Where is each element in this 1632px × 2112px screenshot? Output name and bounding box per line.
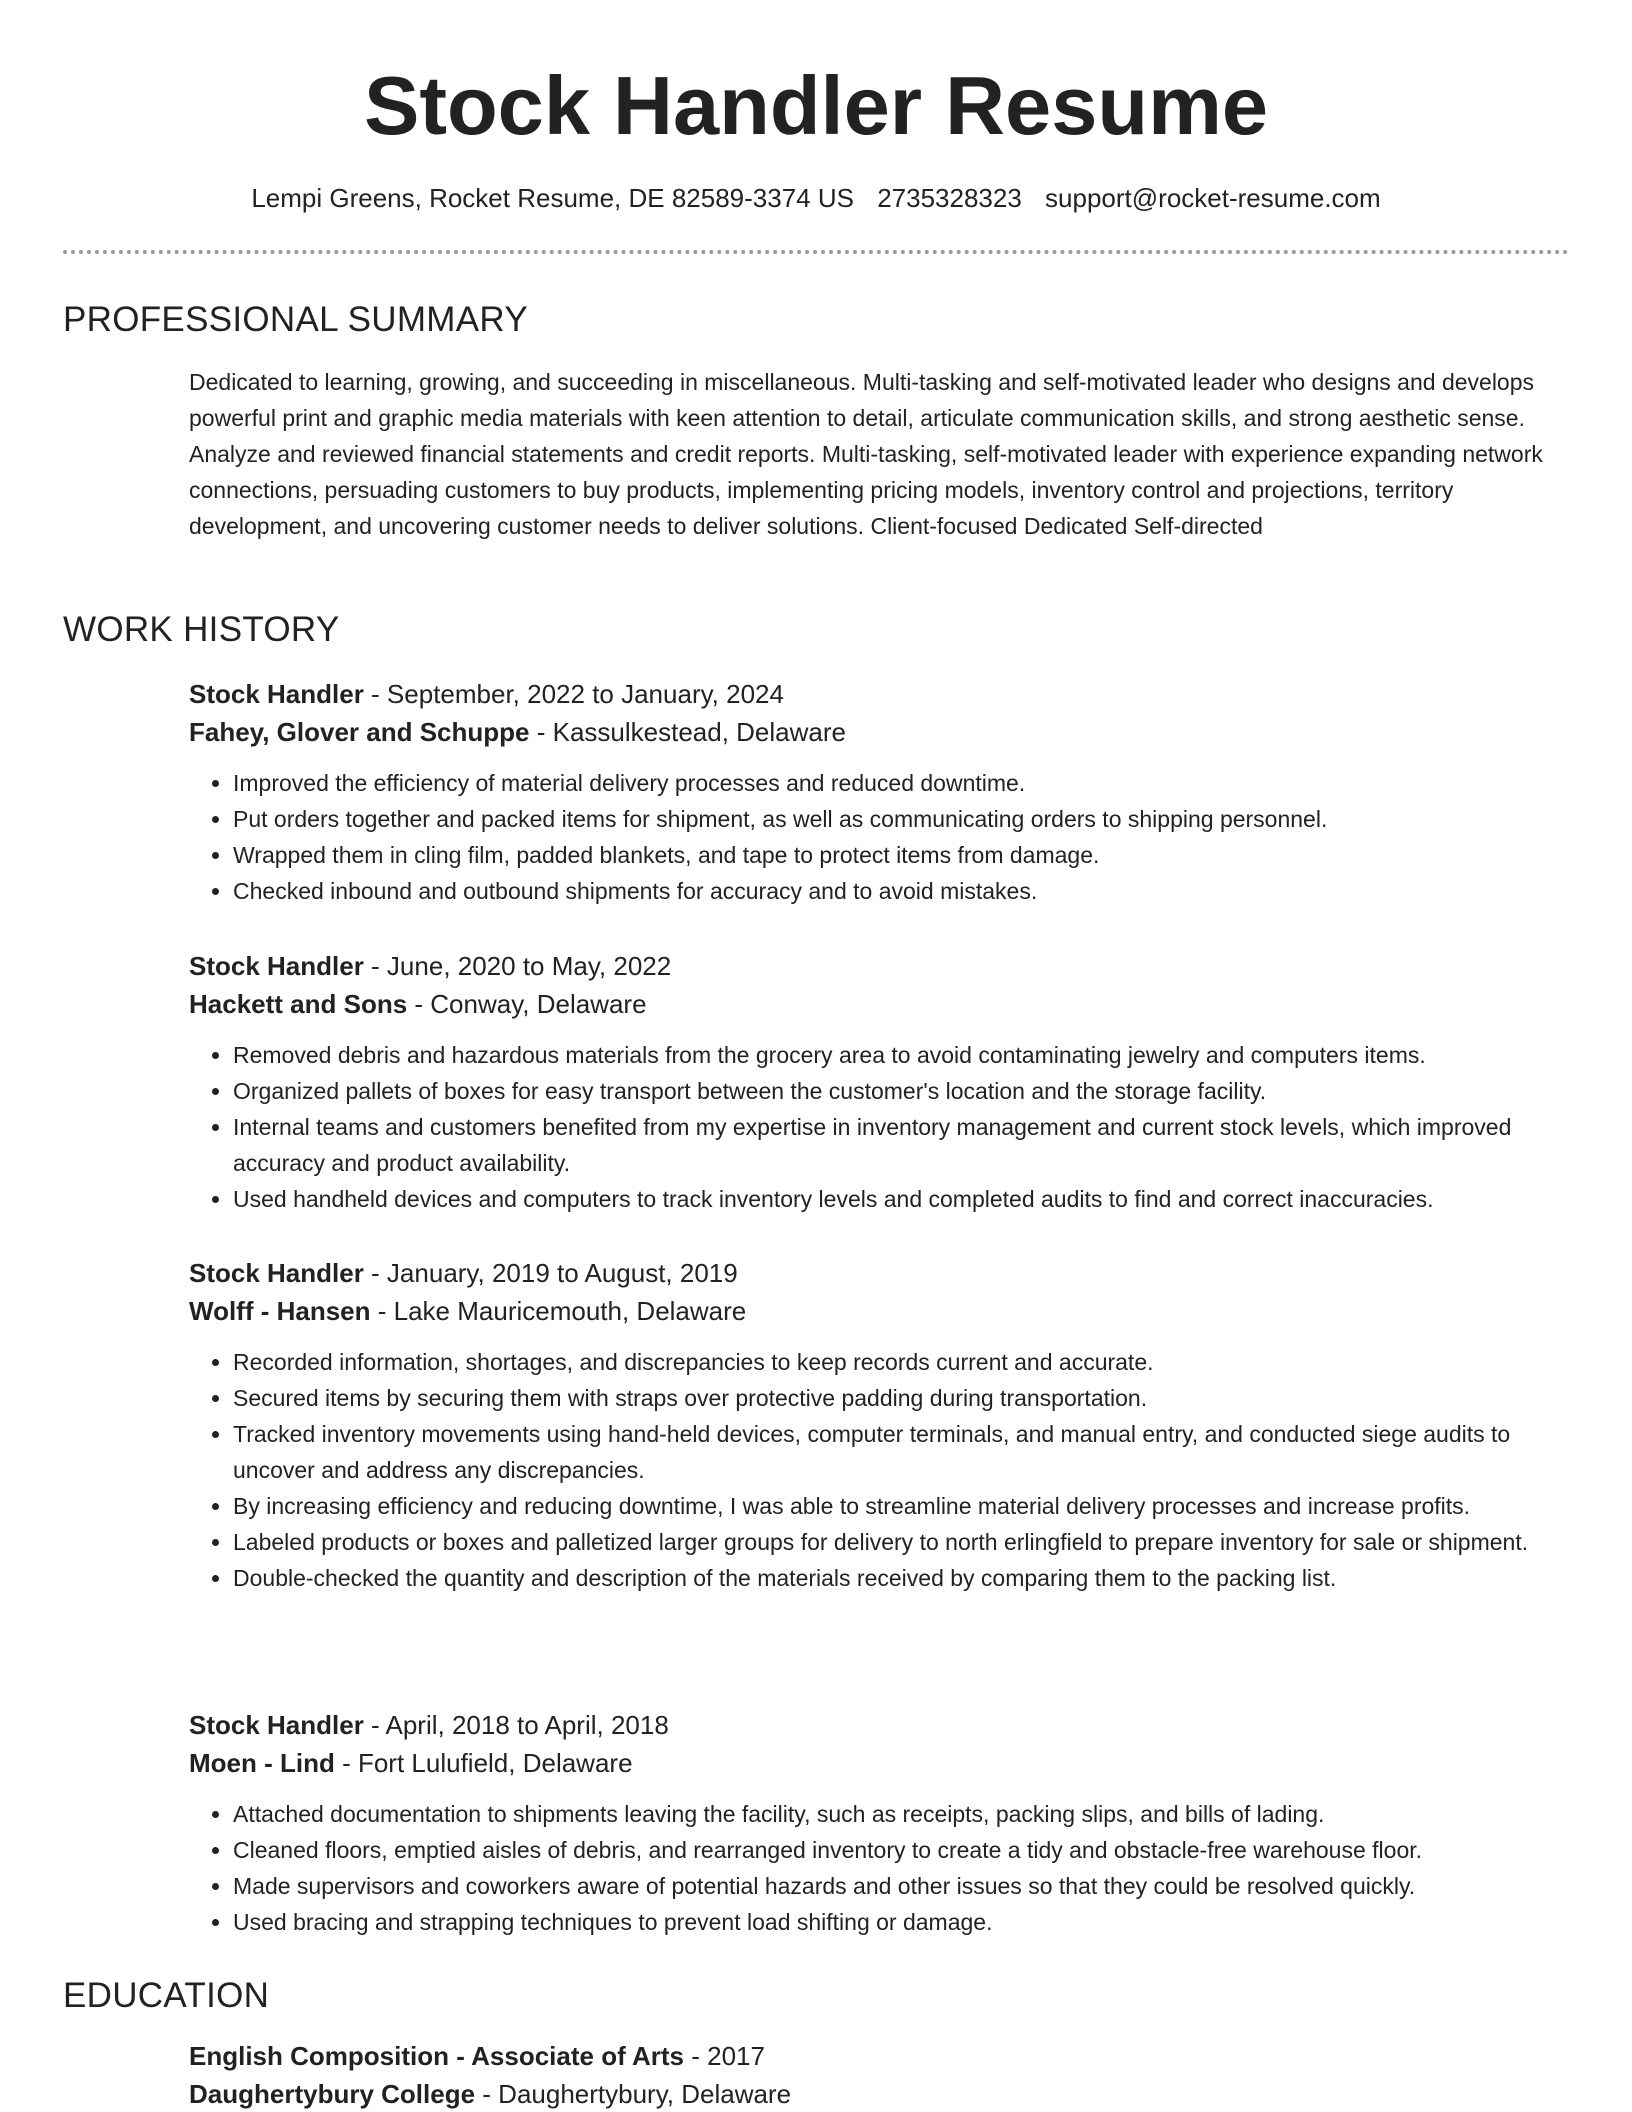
job-company-line bbox=[189, 985, 1569, 1023]
header-divider bbox=[63, 250, 1569, 254]
job-title-line bbox=[189, 947, 1569, 985]
job-duties bbox=[189, 765, 1569, 909]
education-school: Daughertybury College bbox=[189, 2079, 476, 2109]
job-company-line bbox=[189, 713, 1569, 751]
job-duty: • Cleaned floors, emptied aisles of debris, and rearranged inventory to create a tidy and obstacle-free warehouse floor. bbox=[233, 1832, 1569, 1868]
job-company: Fahey, Glover and Schuppe bbox=[189, 717, 530, 747]
job-entry bbox=[189, 675, 1569, 909]
job-title: Stock Handler bbox=[189, 1258, 364, 1288]
summary-text: Dedicated to learning, growing, and succeeding in miscellaneous. Multi-tasking and self-motivated leader who designs and develops powerful print and graphic media materials with keen attention to detail, articulate communication skills, and strong aesthetic sense. Analyze and reviewed financial statements and credit reports. Multi-tasking, self-motivated leader with experience expanding network connections, persuading customers to buy products, implementing pricing models, inventory control and projections, territory development, and uncovering customer needs to deliver solutions. Client-focused Dedicated Self-directed bbox=[189, 369, 1543, 539]
job-duty: • Tracked inventory movements using hand-held devices, computer terminals, and manual entry, and conducted siege audits to uncover and address any discrepancies. bbox=[233, 1416, 1569, 1488]
job-duty: • Recorded information, shortages, and discrepancies to keep records current and accurate. bbox=[233, 1344, 1569, 1380]
job-duty: • Double-checked the quantity and description of the materials received by comparing them to the packing list. bbox=[233, 1560, 1569, 1596]
job-duty: • Internal teams and customers benefited from my expertise in inventory management and current stock levels, which improved accuracy and product availability. bbox=[233, 1109, 1569, 1181]
summary-heading: PROFESSIONAL SUMMARY bbox=[63, 300, 528, 339]
resume-title: Stock Handler Resume bbox=[363, 59, 1269, 152]
job-duty: • Attached documentation to shipments leaving the facility, such as receipts, packing slips, and bills of lading. bbox=[233, 1796, 1569, 1832]
job-duty: • Put orders together and packed items for shipment, as well as communicating orders to shipping personnel. bbox=[233, 801, 1569, 837]
job-duties bbox=[189, 1037, 1569, 1217]
education-degree: English Composition - Associate of Arts bbox=[189, 2041, 685, 2071]
job-title: Stock Handler bbox=[189, 951, 364, 981]
education-location: - Daughertybury, Delaware bbox=[475, 2079, 792, 2109]
contact-info bbox=[0, 180, 1632, 216]
job-location: - Conway, Delaware bbox=[407, 989, 647, 1019]
job-location: - Lake Mauricemouth, Delaware bbox=[370, 1296, 747, 1326]
job-dates: - June, 2020 to May, 2022 bbox=[363, 951, 672, 981]
job-location: - Kassulkestead, Delaware bbox=[529, 717, 846, 747]
education-entry bbox=[189, 2037, 1569, 2112]
job-location: - Fort Lulufield, Delaware bbox=[334, 1748, 633, 1778]
education-degree-line bbox=[189, 2037, 1569, 2075]
job-duty: • Organized pallets of boxes for easy transport between the customer's location and the storage facility. bbox=[233, 1073, 1569, 1109]
job-duty: • Made supervisors and coworkers aware of potential hazards and other issues so that they could be resolved quickly. bbox=[233, 1868, 1569, 1904]
job-duty: • Used bracing and strapping techniques to prevent load shifting or damage. bbox=[233, 1904, 1569, 1940]
job-entry bbox=[189, 947, 1569, 1217]
job-company-line bbox=[189, 1744, 1569, 1782]
job-title: Stock Handler bbox=[189, 679, 364, 709]
job-company-line bbox=[189, 1292, 1569, 1330]
job-title-line bbox=[189, 1706, 1569, 1744]
job-duty: • Removed debris and hazardous materials from the grocery area to avoid contaminating jewelry and computers items. bbox=[233, 1037, 1569, 1073]
job-dates: - January, 2019 to August, 2019 bbox=[363, 1258, 738, 1288]
job-duty: • Labeled products or boxes and palletized larger groups for delivery to north erlingfield to prepare inventory for sale or shipment. bbox=[233, 1524, 1569, 1560]
job-duty: • By increasing efficiency and reducing downtime, I was able to streamline material delivery processes and increase profits. bbox=[233, 1488, 1569, 1524]
job-duty: • Improved the efficiency of material delivery processes and reduced downtime. bbox=[233, 765, 1569, 801]
job-duty: • Used handheld devices and computers to track inventory levels and completed audits to find and correct inaccuracies. bbox=[233, 1181, 1569, 1217]
education-heading: EDUCATION bbox=[63, 1976, 270, 2015]
job-duties bbox=[189, 1796, 1569, 1940]
job-entry bbox=[189, 1706, 1569, 1940]
work-history-heading: WORK HISTORY bbox=[63, 610, 340, 649]
job-duty: • Checked inbound and outbound shipments for accuracy and to avoid mistakes. bbox=[233, 873, 1569, 909]
job-entry bbox=[189, 1254, 1569, 1596]
job-duty: • Secured items by securing them with straps over protective padding during transportation. bbox=[233, 1380, 1569, 1416]
contact-email: support@rocket-resume.com bbox=[1045, 183, 1381, 213]
job-company: Hackett and Sons bbox=[189, 989, 408, 1019]
job-duties bbox=[189, 1344, 1569, 1596]
job-duty: • Wrapped them in cling film, padded blankets, and tape to protect items from damage. bbox=[233, 837, 1569, 873]
contact-phone: 2735328323 bbox=[877, 183, 1022, 213]
job-dates: - April, 2018 to April, 2018 bbox=[363, 1710, 669, 1740]
job-company: Wolff - Hansen bbox=[189, 1296, 371, 1326]
job-company: Moen - Lind bbox=[189, 1748, 335, 1778]
job-dates: - September, 2022 to January, 2024 bbox=[363, 679, 784, 709]
job-title-line bbox=[189, 675, 1569, 713]
education-school-line bbox=[189, 2075, 1569, 2112]
job-title-line bbox=[189, 1254, 1569, 1292]
job-title: Stock Handler bbox=[189, 1710, 364, 1740]
contact-address: Lempi Greens, Rocket Resume, DE 82589-3374 US bbox=[251, 183, 854, 213]
education-year: - 2017 bbox=[684, 2041, 765, 2071]
